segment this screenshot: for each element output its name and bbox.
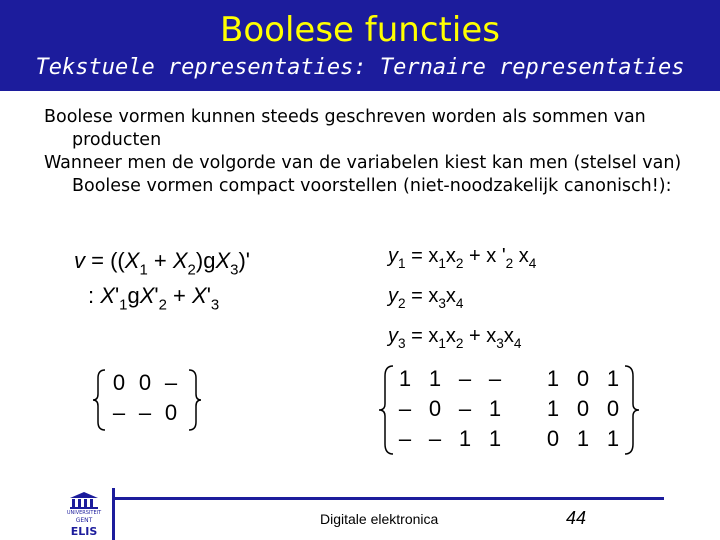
matrix-cell: –: [458, 366, 472, 391]
matrix-cell: –: [428, 426, 442, 451]
matrix-cell: –: [488, 366, 502, 391]
slide-subtitle: Tekstuele representaties: Ternaire representaties: [35, 55, 685, 80]
formula-y2: $y_2 = x_3x_4$: [388, 285, 464, 312]
bullet-item: Wanneer men de volgorde van de variabelen kiest kan men (stelsel van) Boolese vormen compact voorstellen (niet-noodzakelijk canonisch!):: [44, 153, 682, 196]
matrix-cell: 0: [576, 366, 590, 391]
matrix-cell: –: [164, 370, 178, 395]
matrix-cell: –: [398, 396, 412, 421]
matrix-cell: 1: [546, 366, 560, 391]
matrix-cell: 0: [428, 396, 442, 421]
formula-left-line1: $v = ((X_1 + X_2)gX_3)'$: [74, 248, 250, 279]
footer-divider: [112, 497, 664, 500]
logo-elis: ELIS: [70, 525, 98, 538]
matrix-cell: –: [138, 400, 152, 425]
matrix-cell: 0: [546, 426, 560, 451]
matrix-cell: 1: [458, 426, 472, 451]
matrix-cell: 0: [576, 396, 590, 421]
formula-y3: $y_3 = x_1x_2 + x_3x_4$: [388, 325, 522, 352]
matrix-cell: 1: [546, 396, 560, 421]
matrix-cell: –: [398, 426, 412, 451]
slide-title: Boolese functies: [220, 10, 500, 50]
matrix-cell: 0: [164, 400, 178, 425]
slide-header: [0, 0, 720, 91]
logo-university: UNIVERSITEIT: [66, 510, 102, 516]
matrix-cell: 1: [576, 426, 590, 451]
matrix-cell: 0: [112, 370, 126, 395]
ternary-matrix-right: [378, 364, 638, 456]
formula-left: [74, 248, 250, 313]
formula-right: [388, 240, 536, 360]
matrix-cell: 0: [138, 370, 152, 395]
formula-y1: $y_1 = x_1x_2 + x$ '$_2$ $x_4$: [388, 245, 537, 272]
bullet-list: [44, 106, 684, 198]
matrix-cell: 1: [606, 366, 620, 391]
matrix-cell: 1: [428, 366, 442, 391]
logo-gent: GENT: [75, 517, 93, 524]
university-logo: [64, 490, 104, 540]
right-brace: [622, 364, 640, 456]
matrix-cell: 1: [606, 426, 620, 451]
matrix-cell: 0: [606, 396, 620, 421]
matrix-cell: 1: [488, 426, 502, 451]
footer-course-title: Digitale elektronica: [320, 511, 439, 527]
formula-left-line2: : $X'_1gX'_2 + X'_3$: [88, 282, 220, 314]
footer-divider-vertical: [112, 488, 115, 540]
bullet-item: Boolese vormen kunnen steeds geschreven worden als sommen van producten: [44, 107, 646, 150]
ternary-matrix-left: [92, 368, 202, 432]
matrix-cell: –: [458, 396, 472, 421]
matrix-cell: –: [112, 400, 126, 425]
page-number: 44: [566, 508, 587, 528]
matrix-cell: 1: [398, 366, 412, 391]
matrix-cell: 1: [488, 396, 502, 421]
building-icon: [64, 490, 104, 510]
right-brace: [186, 368, 202, 432]
